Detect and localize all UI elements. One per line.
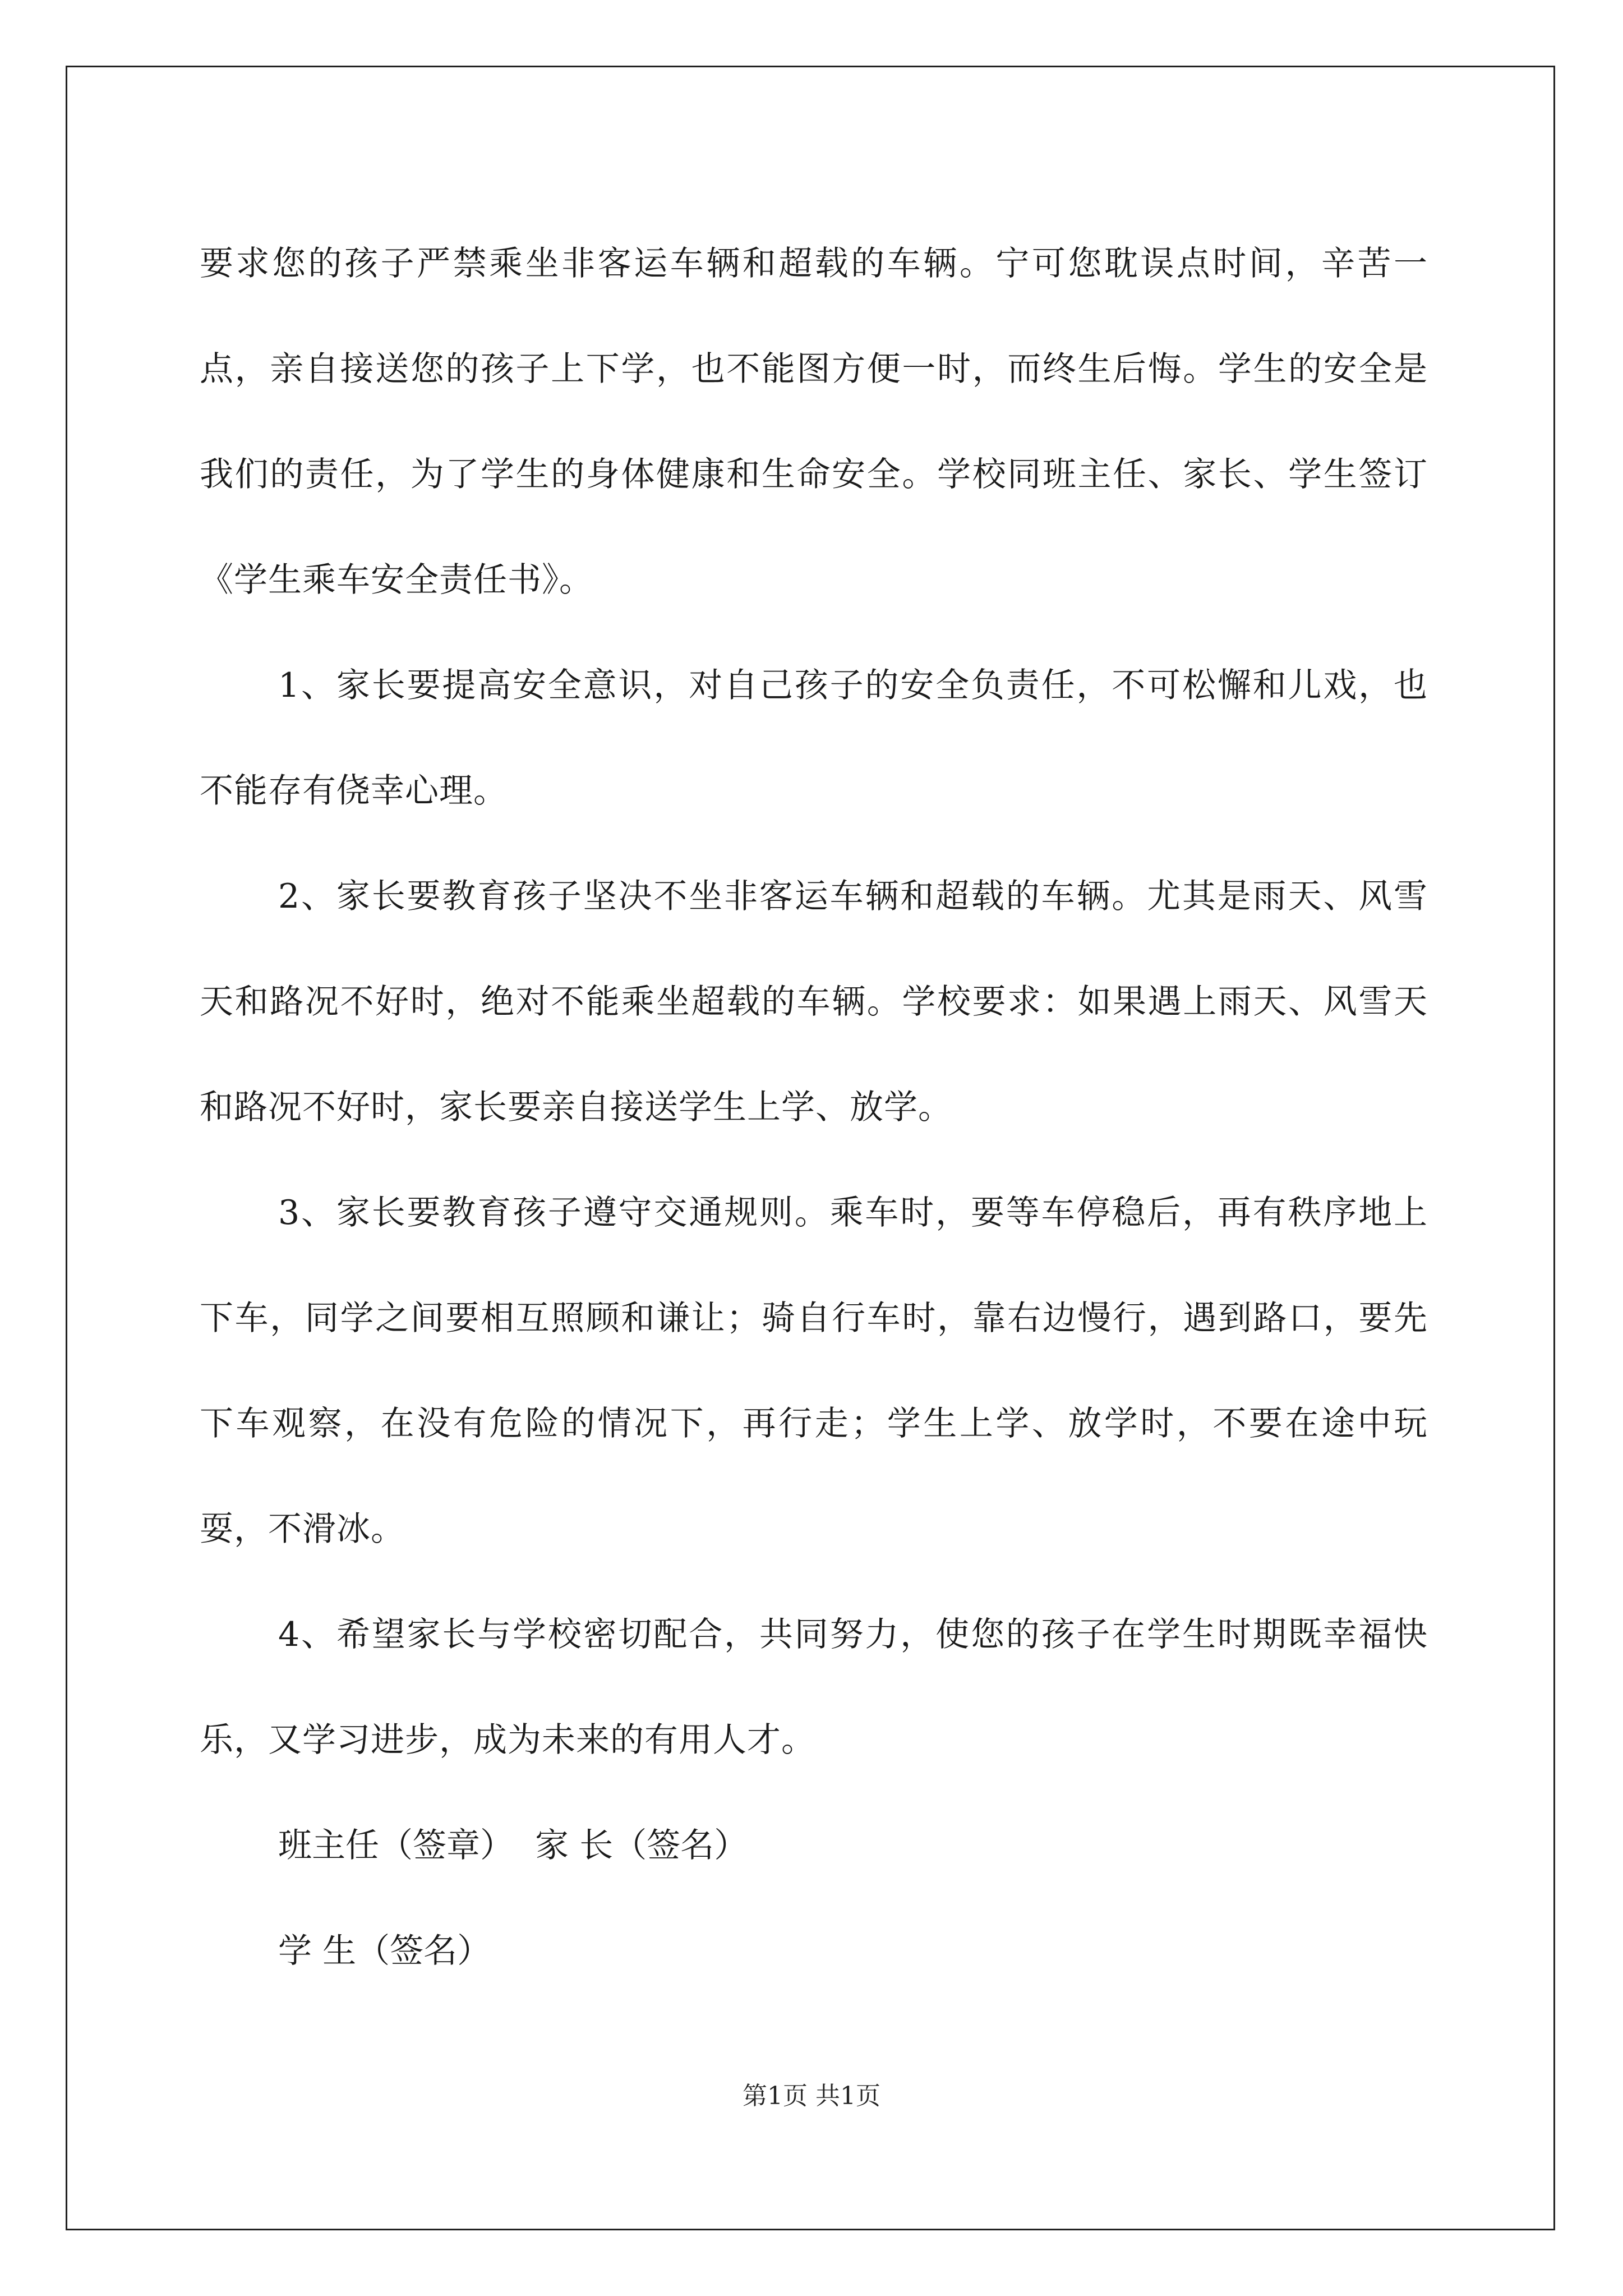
paragraph-item-3: 3、家长要教育孩子遵守交通规则。乘车时，要等车停稳后，再有秩序地上下车，同学之间要相互照顾和谦让；骑自行车时，靠右边慢行，遇到路口，要先下车观察，在没有危险的情况下，再行走；学生上学、放学时，不要在途中玩耍，不滑冰。 <box>200 1193 1428 1549</box>
paragraph-item-2: 2、家长要教育孩子坚决不坐非客运车辆和超载的车辆。尤其是雨天、风雪天和路况不好时，绝对不能乘坐超载的车辆。学校要求：如果遇上雨天、风雪天和路况不好时，家长要亲自接送学生上学、放学。 <box>200 877 1428 1127</box>
paragraph-intro: 要求您的孩子严禁乘坐非客运车辆和超载的车辆。宁可您耽误点时间，辛苦一点，亲自接送您的孩子上下学，也不能图方便一时，而终生后悔。学生的安全是我们的责任，为了学生的身体健康和生命安全。学校同班主任、家长、学生签订《学生乘车安全责任书》。 <box>200 244 1428 600</box>
signature-student: 学 生（签名） <box>278 1931 491 1971</box>
document-body <box>200 211 1428 2004</box>
page-number-footer: 第1页 共1页 <box>743 2082 880 2110</box>
signature-teacher-parent: 班主任（签章） 家 长（签名） <box>278 1826 748 1865</box>
paragraph-item-1: 1、家长要提高安全意识，对自己孩子的安全负责任，不可松懈和儿戏，也不能存有侥幸心理。 <box>200 666 1428 811</box>
paragraph-item-4: 4、希望家长与学校密切配合，共同努力，使您的孩子在学生时期既幸福快乐，又学习进步，成为未来的有用人才。 <box>200 1615 1428 1760</box>
